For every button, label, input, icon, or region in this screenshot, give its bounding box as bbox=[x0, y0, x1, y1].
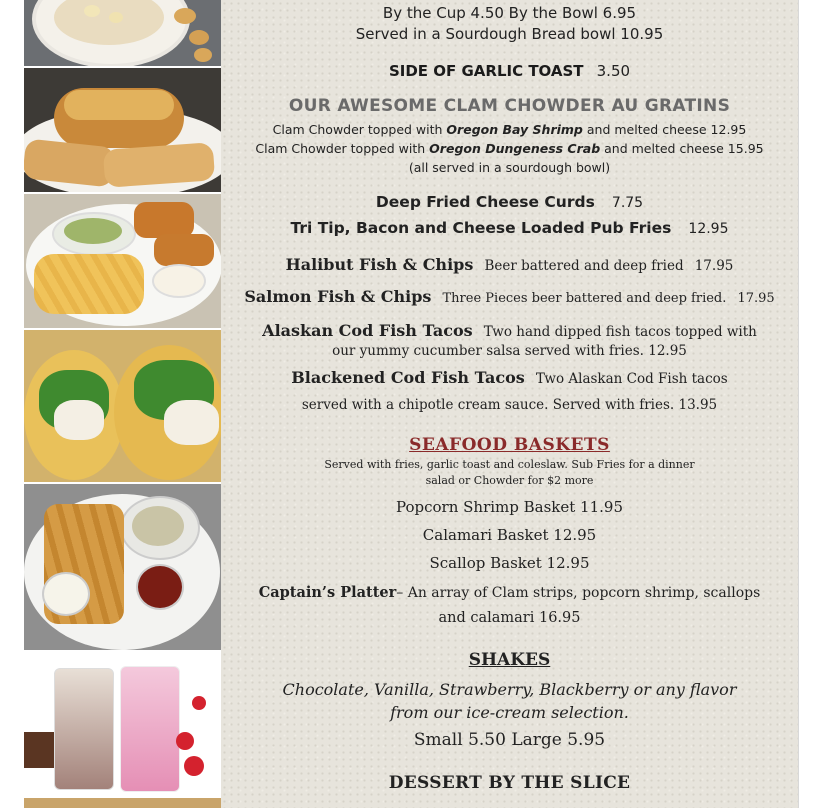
menu-panel bbox=[221, 0, 798, 808]
basket-item-popcorn-shrimp: Popcorn Shrimp Basket 11.95 bbox=[395, 498, 623, 516]
au-gratin-photo bbox=[24, 68, 221, 192]
au-gratin-shrimp-suffix: and melted cheese 12.95 bbox=[582, 122, 747, 137]
dessert-heading: DESSERT BY THE SLICE bbox=[388, 773, 631, 793]
chowder-photo bbox=[24, 0, 221, 66]
au-gratin-crab-item bbox=[221, 141, 798, 156]
basket-item-calamari: Calamari Basket 12.95 bbox=[422, 526, 597, 544]
au-gratin-note: (all served in a sourdough bowl) bbox=[408, 160, 611, 175]
pub-fries-item bbox=[221, 218, 798, 237]
cod-tacos-name: Alaskan Cod Fish Tacos bbox=[262, 321, 473, 340]
au-gratin-crab-suffix: and melted cheese 15.95 bbox=[600, 141, 764, 156]
seafood-basket-photo bbox=[24, 484, 221, 650]
captains-platter-desc-line2: and calamari 16.95 bbox=[438, 610, 581, 626]
pub-fries-name: Tri Tip, Bacon and Cheese Loaded Pub Fries bbox=[290, 219, 672, 237]
blackened-tacos-item bbox=[221, 368, 798, 387]
halibut-item bbox=[221, 255, 798, 274]
blackened-tacos-name: Blackened Cod Fish Tacos bbox=[291, 368, 525, 387]
seafood-baskets-note-line2: salad or Chowder for $2 more bbox=[425, 474, 594, 487]
fish-tacos-photo bbox=[24, 330, 221, 482]
cheese-curds-name: Deep Fried Cheese Curds bbox=[375, 193, 595, 211]
blackened-tacos-desc-line2: served with a chipotle cream sauce. Served with fries. 13.95 bbox=[301, 397, 718, 413]
garlic-toast-price: 3.50 bbox=[596, 62, 631, 80]
au-gratins-heading: OUR AWESOME CLAM CHOWDER AU GRATINS bbox=[288, 96, 731, 116]
shakes-sizes: Small 5.50 Large 5.95 bbox=[413, 730, 606, 750]
page-margin-left bbox=[0, 0, 24, 808]
shakes-photo bbox=[24, 652, 221, 798]
shakes-flavors-line2: from our ice-cream selection. bbox=[390, 703, 629, 722]
seafood-baskets-heading: SEAFOOD BASKETS bbox=[409, 435, 610, 455]
shakes-flavors-line1: Chocolate, Vanilla, Strawberry, Blackberry or any flavor bbox=[282, 680, 737, 699]
captains-platter-name: Captain’s Platter bbox=[258, 584, 397, 601]
salmon-item bbox=[221, 287, 798, 306]
garlic-toast-name: SIDE OF GARLIC TOAST bbox=[388, 62, 584, 80]
au-gratin-crab-prefix: Clam Chowder topped with bbox=[255, 141, 430, 156]
food-photo-strip bbox=[24, 0, 221, 808]
captains-platter-item bbox=[221, 582, 798, 601]
cod-tacos-desc-line1: Two hand dipped fish tacos topped with bbox=[483, 324, 757, 340]
captains-platter-desc-line1: – An array of Clam strips, popcorn shrimp, scallops bbox=[396, 585, 761, 601]
au-gratin-crab-highlight: Oregon Dungeness Crab bbox=[429, 141, 601, 156]
au-gratin-shrimp-highlight: Oregon Bay Shrimp bbox=[446, 122, 583, 137]
fish-and-chips-photo bbox=[24, 194, 221, 328]
cod-tacos-item bbox=[221, 321, 798, 340]
garlic-toast-item bbox=[221, 61, 798, 80]
salmon-desc: Three Pieces beer battered and deep fried. bbox=[442, 291, 727, 306]
shakes-heading: SHAKES bbox=[468, 650, 551, 670]
salmon-price: 17.95 bbox=[737, 291, 775, 306]
chowder-cup-bowl-prices: By the Cup 4.50 By the Bowl 6.95 bbox=[382, 4, 637, 22]
au-gratin-shrimp-item bbox=[221, 122, 798, 137]
basket-item-scallop: Scallop Basket 12.95 bbox=[429, 554, 590, 572]
halibut-price: 17.95 bbox=[694, 258, 734, 274]
au-gratin-shrimp-prefix: Clam Chowder topped with bbox=[272, 122, 447, 137]
halibut-desc: Beer battered and deep fried bbox=[484, 258, 684, 274]
pub-fries-price: 12.95 bbox=[688, 221, 729, 237]
salmon-name: Salmon Fish & Chips bbox=[244, 287, 432, 306]
halibut-name: Halibut Fish & Chips bbox=[285, 255, 474, 274]
seafood-baskets-note-line1: Served with fries, garlic toast and coleslaw. Sub Fries for a dinner bbox=[324, 458, 695, 471]
dessert-photo bbox=[24, 798, 221, 808]
chowder-bread-bowl-price: Served in a Sourdough Bread bowl 10.95 bbox=[355, 25, 664, 43]
page-margin-right bbox=[798, 0, 828, 808]
cod-tacos-desc-line2: our yummy cucumber salsa served with fries. 12.95 bbox=[332, 343, 687, 359]
cheese-curds-price: 7.75 bbox=[611, 195, 644, 211]
blackened-tacos-desc-line1: Two Alaskan Cod Fish tacos bbox=[535, 371, 728, 387]
cheese-curds-item bbox=[221, 192, 798, 211]
